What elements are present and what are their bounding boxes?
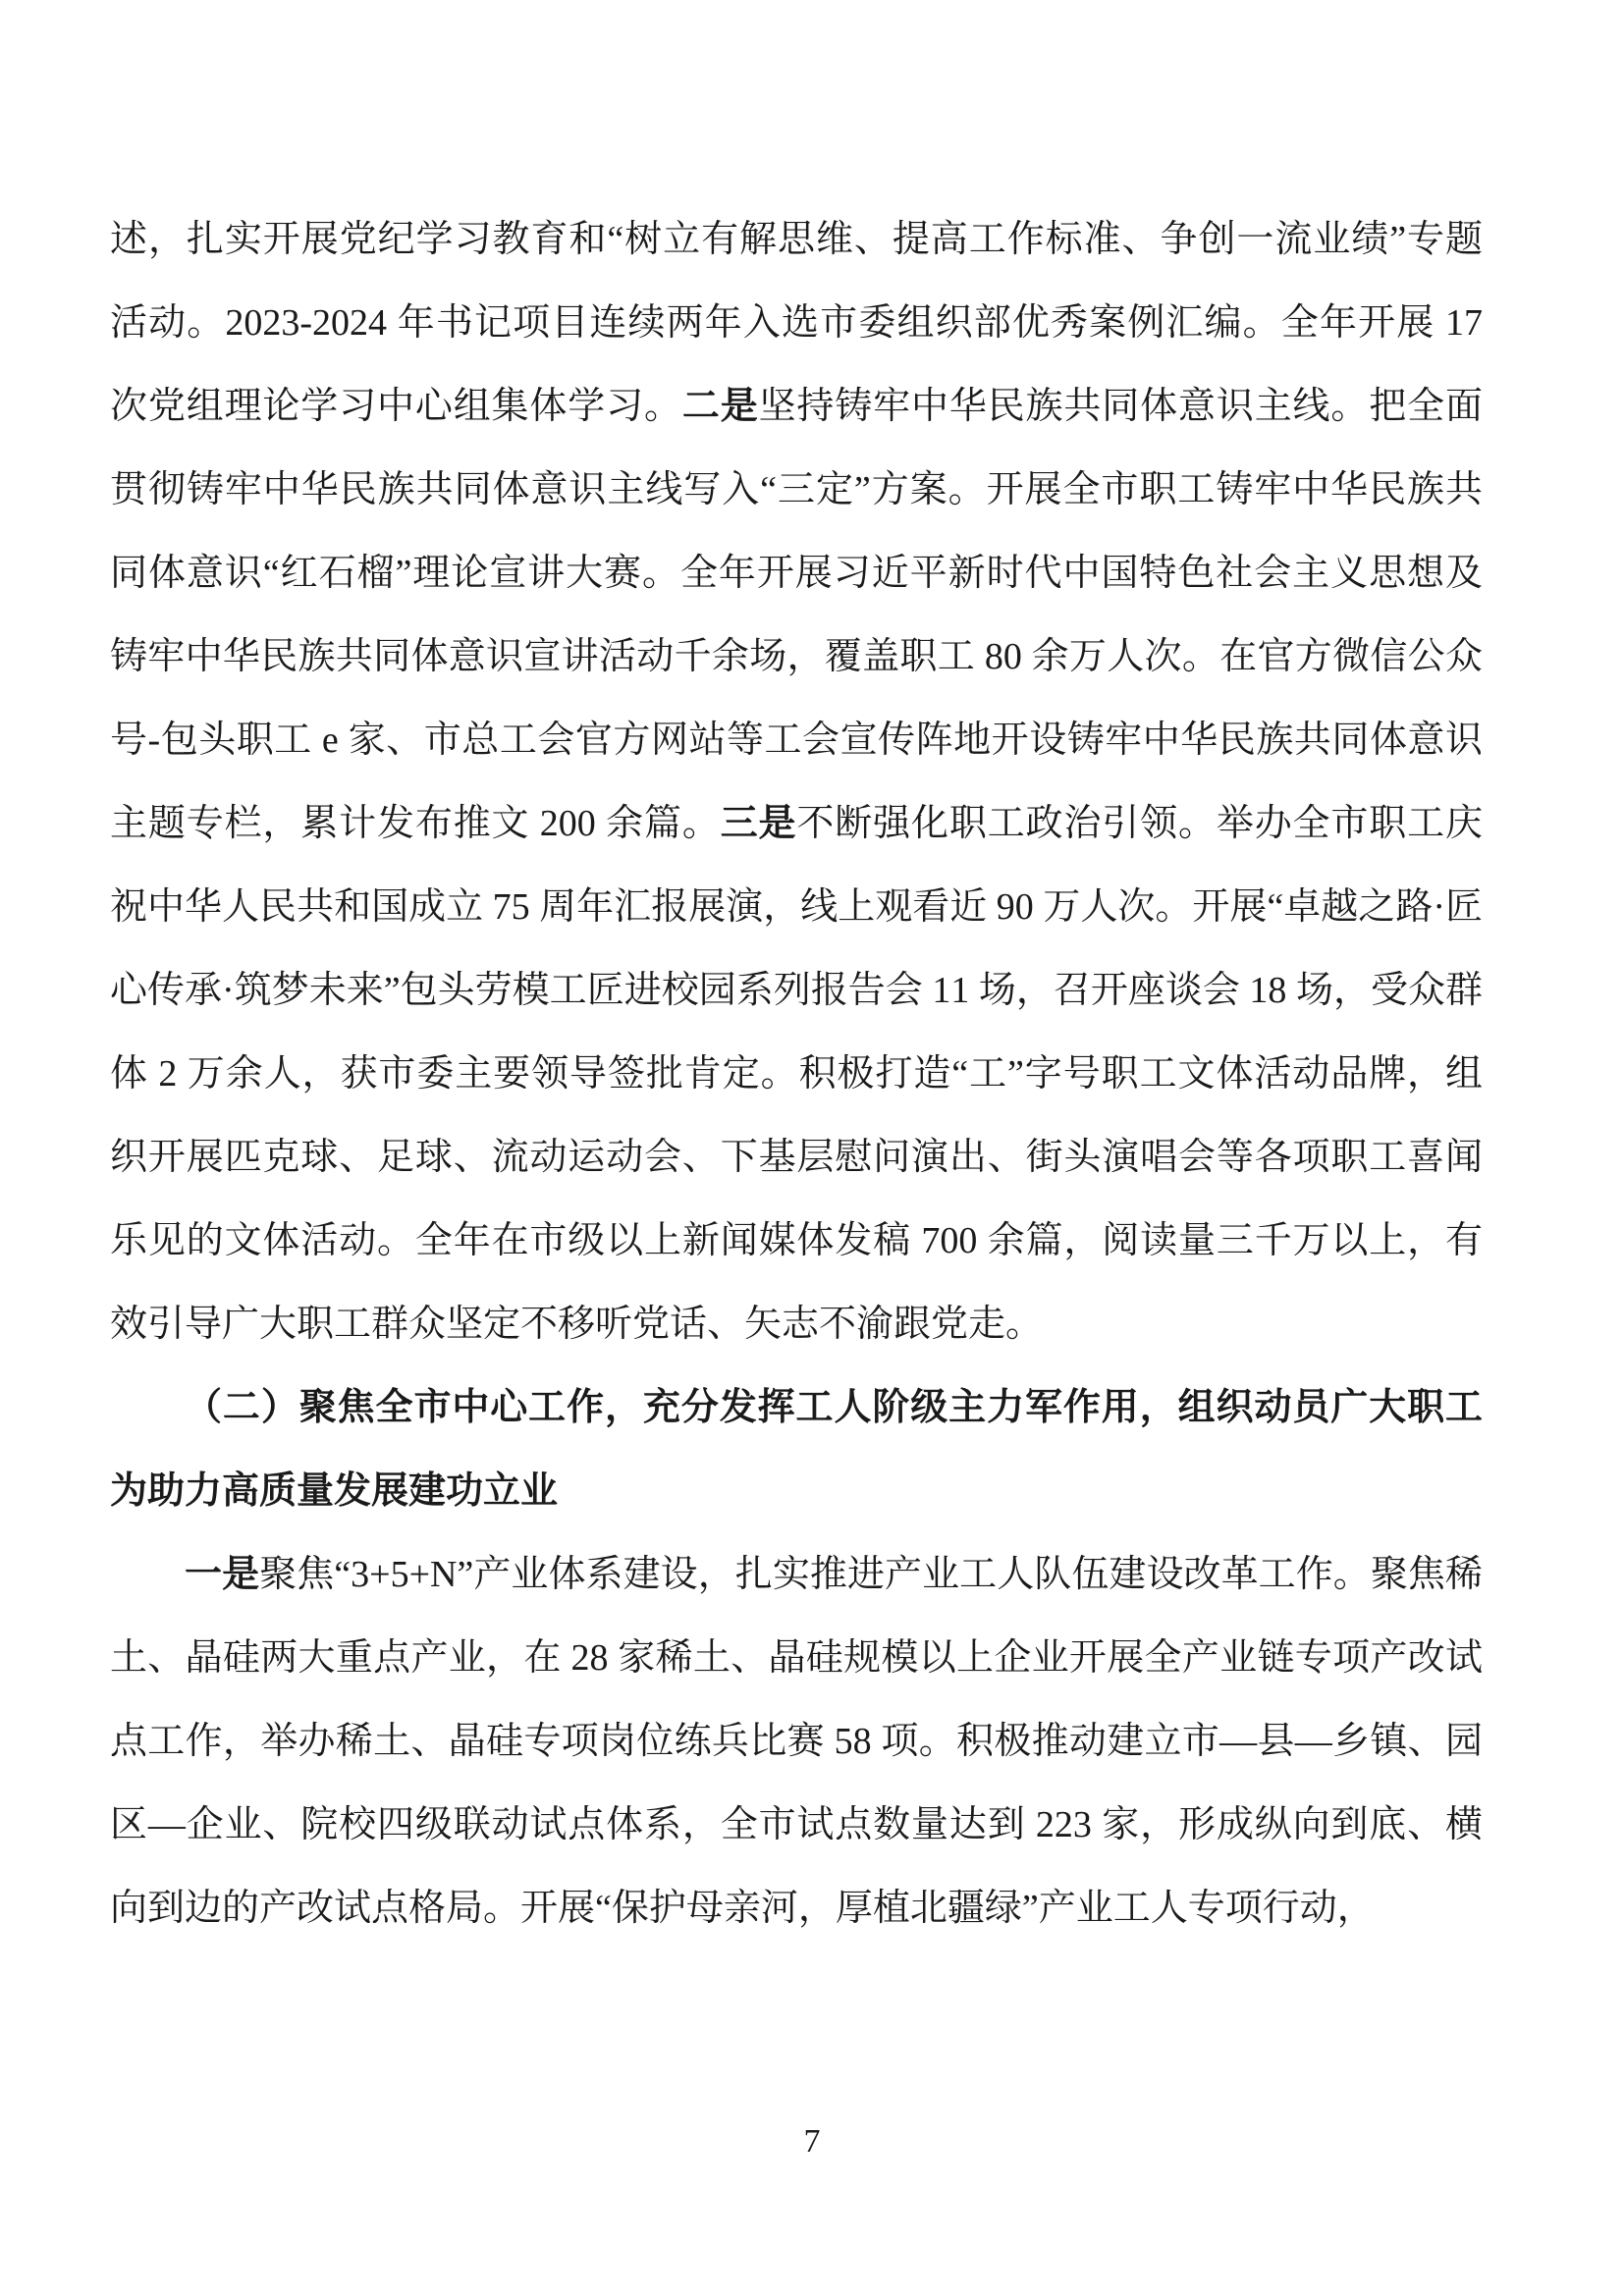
text-run-bold: 三是 [720, 803, 797, 844]
text-run: 坚持铸牢中华民族共同体意识主线。把全面贯彻铸牢中华民族共同体意识主线写入“三定”方案。开展全市职工铸牢中华民族共同体意识“红石榴”理论宣讲大赛。全年开展习近平新时代中国特色社会主义思想及铸牢中华民族共同体意识宣讲活动千余场，覆盖职工 80 余万人次。在官方微信公众号-包头职工 e 家、市总工会官方网站等工会宣传阵地开设铸牢中华民族共同体意识主题专栏，累计发布推文 200 余篇。 [110, 386, 1483, 844]
document-body [110, 0, 1483, 1950]
paragraph-1 [110, 198, 1483, 1366]
text-run-bold: 一是 [185, 1554, 260, 1595]
text-run: 不断强化职工政治引领。举办全市职工庆祝中华人民共和国成立 75 周年汇报展演，线上观看近 90 万人次。开展“卓越之路·匠心传承·筑梦未来”包头劳模工匠进校园系列报告会 11 场，召开座谈会 18 场，受众群体 2 万余人，获市委主要领导签批肯定。积极打造“工”字号职工文体活动品牌，组织开展匹克球、足球、流动运动会、下基层慰问演出、街头演唱会等各项职工喜闻乐见的文体活动。全年在市级以上新闻媒体发稿 700 余篇，阅读量三千万以上，有效引导广大职工群众坚定不移听党话、矢志不渝跟党走。 [110, 803, 1483, 1345]
paragraph-2 [110, 1533, 1483, 1950]
section-heading: （二）聚焦全市中心工作，充分发挥工人阶级主力军作用，组织动员广大职工为助力高质量发展建功立业 [110, 1387, 1483, 1512]
text-run-bold: 二是 [681, 386, 759, 427]
text-run: 聚焦“3+5+N”产业体系建设，扎实推进产业工人队伍建设改革工作。聚焦稀土、晶硅两大重点产业，在 28 家稀土、晶硅规模以上企业开展全产业链专项产改试点工作，举办稀土、晶硅专项岗位练兵比赛 58 项。积极推动建立市—县—乡镇、园区—企业、院校四级联动试点体系，全市试点数量达到 223 家，形成纵向到底、横向到边的产改试点格局。开展“保护母亲河，厚植北疆绿”产业工人专项行动， [110, 1554, 1483, 1929]
text-run: 述，扎实开展党纪学习教育和“树立有解思维、提高工作标准、争创一流业绩”专题活动。2023-2024 年书记项目连续两年入选市委组织部优秀案例汇编。全年开展 17 次党组理论学习中心组集体学习。 [110, 219, 1483, 427]
page-number: 7 [803, 2123, 821, 2160]
